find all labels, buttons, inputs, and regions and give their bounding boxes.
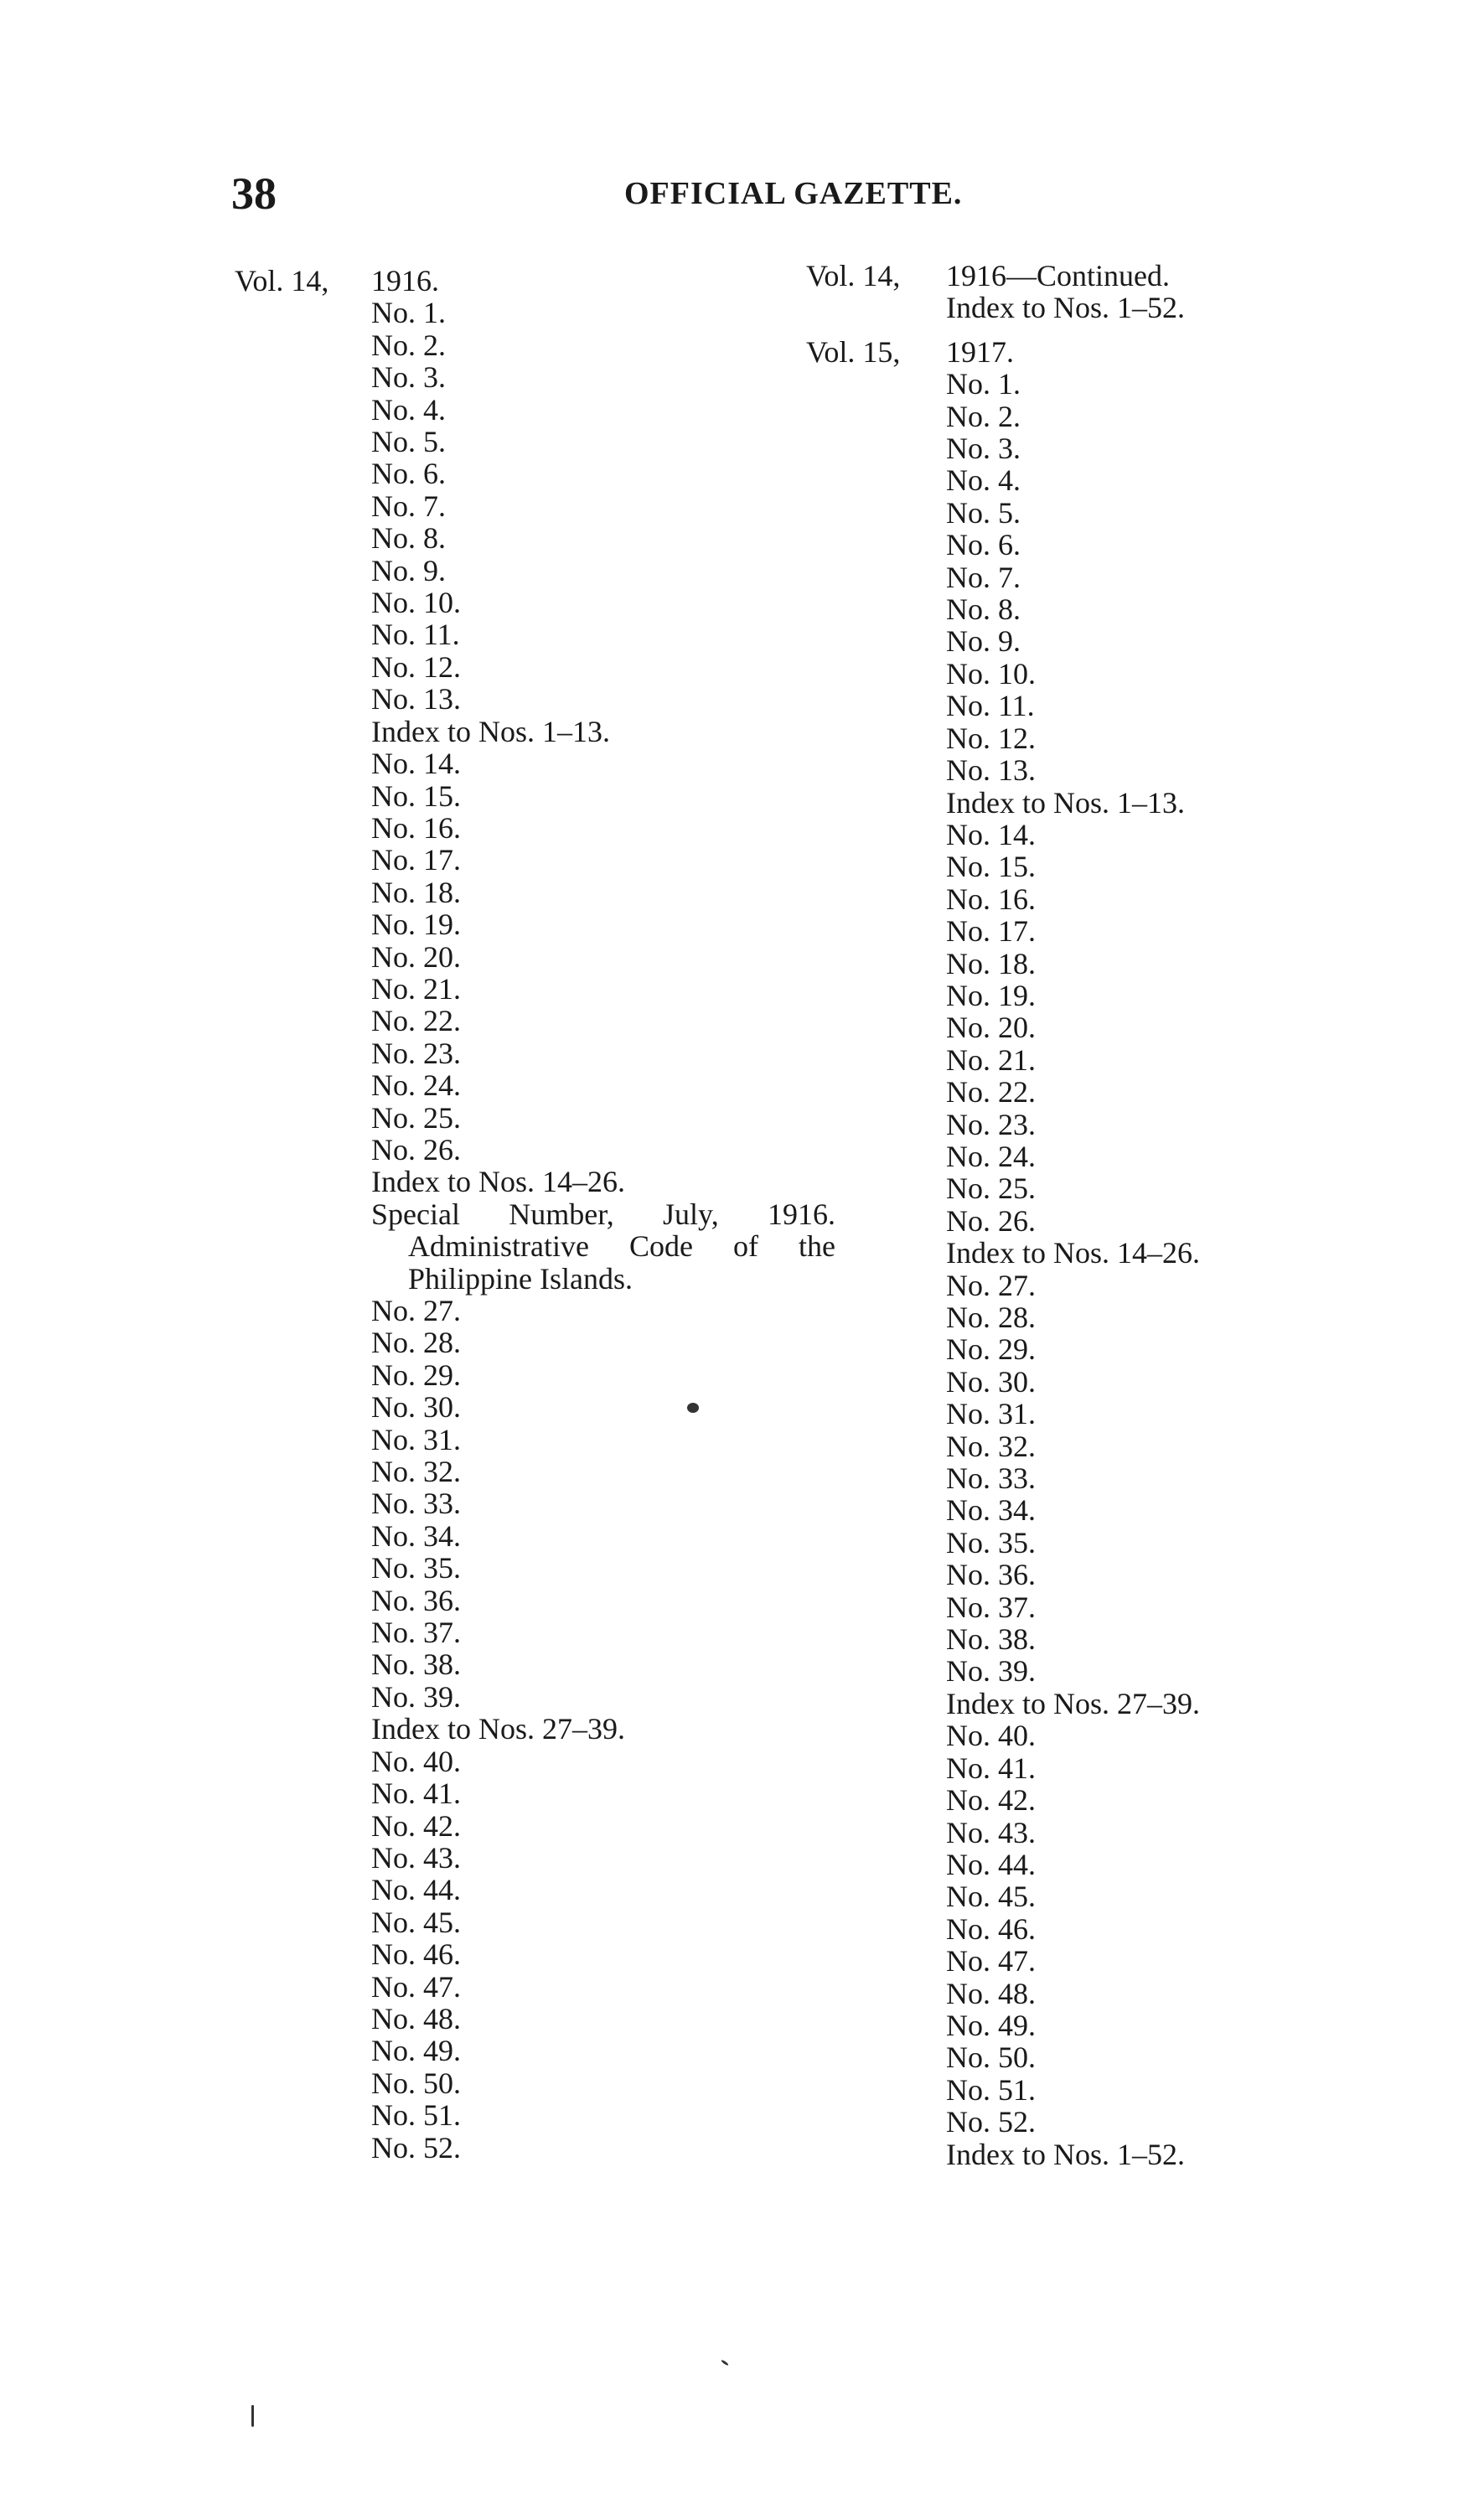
issue-entry: No. 50. (371, 2066, 461, 2100)
issue-entry: No. 1. (371, 296, 446, 330)
issue-entry: No. 7. (946, 560, 1021, 594)
issue-entry: No. 26. (946, 1203, 1036, 1238)
volume-heading (235, 265, 804, 297)
issue-entry: No. 16. (371, 810, 461, 845)
issue-entry: No. 27. (946, 1268, 1036, 1302)
issue-entry: No. 41. (946, 1751, 1036, 1785)
issue-entry: No. 36. (946, 1558, 1036, 1592)
issue-entry: No. 8. (946, 592, 1021, 627)
issue-entry: No. 22. (371, 1004, 461, 1038)
issue-entry: No. 38. (946, 1622, 1036, 1657)
left-column (235, 264, 835, 2165)
issue-entry: No. 51. (371, 2098, 461, 2133)
issue-entry: No. 21. (946, 1042, 1036, 1077)
issue-entry: No. 5. (371, 425, 446, 459)
page-number: 38 (231, 168, 277, 219)
issue-entry: No. 15. (946, 850, 1036, 884)
issue-entry: No. 31. (946, 1397, 1036, 1431)
issue-entry: No. 45. (946, 1880, 1036, 1914)
issue-entry: No. 50. (946, 2040, 1036, 2075)
issue-entry: No. 30. (371, 1390, 461, 1425)
scan-speck (687, 1403, 699, 1413)
issue-list (235, 296, 835, 2165)
index-entry: Index to Nos. 27–39. (371, 1712, 625, 1746)
issue-entry: No. 29. (371, 1358, 461, 1392)
issue-entry: No. 36. (371, 1583, 461, 1617)
scan-speck (251, 2405, 254, 2427)
issue-entry: No. 34. (371, 1518, 461, 1553)
issue-entry: No. 12. (946, 721, 1036, 755)
scan-speck (721, 2359, 729, 2366)
right-column (806, 260, 1309, 2170)
issue-entry: No. 1. (946, 367, 1021, 401)
issue-entry: No. 3. (371, 360, 446, 395)
issue-entry: No. 23. (946, 1107, 1036, 1141)
issue-entry: No. 16. (946, 882, 1036, 916)
issue-entry: No. 18. (371, 875, 461, 909)
issue-entry: No. 49. (371, 2034, 461, 2068)
issue-entry: No. 17. (371, 843, 461, 877)
issue-entry: No. 23. (371, 1036, 461, 1070)
issue-entry: No. 10. (946, 656, 1036, 690)
issue-entry: No. 31. (371, 1422, 461, 1456)
issue-entry: No. 15. (371, 778, 461, 813)
issue-entry: No. 14. (371, 747, 461, 781)
issue-entry: No. 35. (946, 1525, 1036, 1559)
issue-entry: No. 18. (946, 946, 1036, 980)
issue-entry: No. 19. (946, 978, 1036, 1012)
issue-entry: No. 2. (946, 399, 1021, 433)
issue-entry: No. 44. (946, 1847, 1036, 1881)
volume-label: Vol. 14, (806, 259, 901, 292)
issue-entry: No. 10. (371, 586, 461, 620)
issue-entry: No. 48. (946, 1976, 1036, 2010)
issue-entry: No. 43. (946, 1815, 1036, 1849)
issue-entry: No. 26. (371, 1132, 461, 1166)
continued-issue-list (806, 292, 1309, 323)
issue-entry: No. 4. (946, 463, 1021, 498)
index-entry: Index to Nos. 14–26. (371, 1165, 625, 1199)
issue-entry: No. 37. (371, 1616, 461, 1650)
issue-entry: No. 29. (946, 1332, 1036, 1367)
issue-entry: No. 8. (371, 521, 446, 556)
issue-entry: No. 46. (371, 1937, 461, 1972)
volume-heading (806, 336, 1309, 368)
issue-entry: No. 47. (946, 1944, 1036, 1978)
volume-label: Vol. 14, (235, 264, 329, 297)
issue-entry: No. 13. (371, 682, 461, 716)
issue-entry: No. 43. (371, 1840, 461, 1875)
issue-entry: No. 12. (371, 649, 461, 684)
issue-entry: No. 17. (946, 914, 1036, 949)
issue-list (806, 368, 1309, 2170)
running-head-title: OFFICIAL GAZETTE. (624, 176, 963, 211)
issue-entry: No. 27. (371, 1294, 461, 1327)
issue-entry: No. 5. (946, 495, 1021, 530)
issue-entry: No. 40. (946, 1719, 1036, 1753)
issue-entry: No. 14. (946, 817, 1036, 851)
index-entry: Index to Nos. 1–13. (371, 714, 610, 748)
issue-entry: No. 37. (946, 1590, 1036, 1624)
issue-entry: No. 48. (371, 2001, 461, 2035)
special-number-entry: Special Number, July, 1916. Administrative Code of the Philippine Islands. (371, 1197, 835, 1296)
issue-entry: No. 28. (371, 1326, 461, 1360)
issue-entry: No. 42. (946, 1783, 1036, 1818)
issue-entry: No. 33. (946, 1461, 1036, 1496)
issue-entry: No. 39. (946, 1654, 1036, 1689)
issue-entry: No. 42. (371, 1808, 461, 1843)
issue-entry: No. 11. (371, 618, 460, 652)
issue-entry: No. 9. (946, 624, 1021, 659)
volume-year: 1916. (371, 264, 439, 297)
index-entry: Index to Nos. 1–13. (946, 785, 1185, 820)
issue-entry: No. 45. (371, 1905, 461, 1939)
continued-volume-heading (806, 260, 1309, 292)
issue-entry: No. 24. (371, 1068, 461, 1103)
issue-entry: No. 40. (371, 1744, 461, 1778)
issue-entry: No. 32. (946, 1429, 1036, 1463)
issue-entry: No. 11. (946, 689, 1035, 723)
issue-entry: No. 30. (946, 1364, 1036, 1399)
issue-entry: No. 33. (371, 1487, 461, 1521)
issue-entry: No. 19. (371, 908, 461, 942)
issue-entry: No. 22. (946, 1075, 1036, 1109)
issue-entry: No. 49. (946, 2008, 1036, 2042)
issue-entry: No. 24. (946, 1139, 1036, 1173)
issue-entry: No. 39. (371, 1679, 461, 1714)
index-entry: Index to Nos. 27–39. (946, 1686, 1200, 1720)
issue-entry: No. 20. (946, 1011, 1036, 1045)
issue-entry: No. 4. (371, 392, 446, 427)
issue-entry: No. 35. (371, 1551, 461, 1585)
index-entry: Index to Nos. 1–52. (946, 291, 1185, 325)
issue-entry: No. 6. (371, 457, 446, 491)
issue-entry: No. 34. (946, 1493, 1036, 1528)
issue-entry: No. 2. (371, 328, 446, 362)
issue-entry: No. 25. (371, 1100, 461, 1135)
issue-entry: No. 3. (946, 432, 1021, 466)
issue-entry: No. 21. (371, 971, 461, 1006)
volume-year-continued: 1916—Continued. (946, 259, 1170, 292)
issue-entry: No. 13. (946, 753, 1036, 788)
issue-entry: No. 52. (946, 2105, 1036, 2139)
issue-entry: No. 9. (371, 553, 446, 587)
volume-year: 1917. (946, 334, 1014, 369)
index-entry: Index to Nos. 14–26. (946, 1236, 1200, 1270)
issue-entry: No. 44. (371, 1873, 461, 1907)
issue-entry: No. 46. (946, 1911, 1036, 1946)
issue-entry: No. 47. (371, 1969, 461, 2004)
issue-entry: No. 28. (946, 1301, 1036, 1334)
issue-entry: No. 32. (371, 1455, 461, 1489)
issue-entry: No. 51. (946, 2072, 1036, 2107)
issue-entry: No. 7. (371, 489, 446, 523)
issue-entry: No. 6. (946, 528, 1021, 562)
issue-entry: No. 38. (371, 1647, 461, 1682)
index-entry: Index to Nos. 1–52. (946, 2137, 1185, 2171)
issue-entry: No. 25. (946, 1172, 1036, 1206)
issue-entry: No. 41. (371, 1777, 461, 1811)
issue-entry: No. 20. (371, 939, 461, 974)
volume-label: Vol. 15, (806, 334, 901, 369)
issue-entry: No. 52. (371, 2130, 461, 2165)
